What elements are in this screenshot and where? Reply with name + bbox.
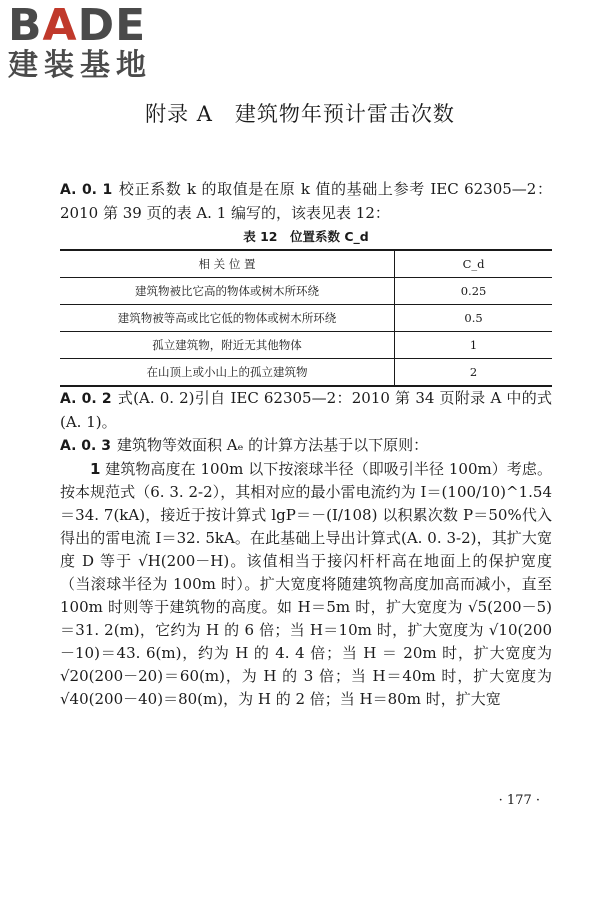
section-a03-label: A. 0. 3 (60, 438, 111, 454)
appendix-title: 附录 A 建筑物年预计雷击次数 (145, 102, 455, 126)
section-a03 (60, 434, 552, 458)
table-row (60, 278, 552, 305)
table-cell-value: 0.5 (395, 305, 552, 332)
table-caption: 表 12 位置系数 C_d (243, 229, 369, 244)
table-cell-position: 建筑物被比它高的物体或树木所环绕 (60, 278, 395, 305)
table-row (60, 305, 552, 332)
table-cell-position: 建筑物被等高或比它低的物体或树木所环绕 (60, 305, 395, 332)
table-header-cd: C_d (395, 250, 552, 278)
table-header-position: 相 关 位 置 (60, 250, 395, 278)
section-a01-label: A. 0. 1 (60, 182, 113, 198)
page-number: · 177 · (498, 793, 540, 808)
table-cell-value: 1 (395, 332, 552, 359)
bade-logo (8, 0, 178, 84)
table-header-row (60, 250, 552, 278)
logo-latin-text: BADE (8, 0, 147, 51)
table-cell-position: 在山顶上或小山上的孤立建筑物 (60, 359, 395, 387)
table-cell-value: 0.25 (395, 278, 552, 305)
document-body (60, 178, 552, 711)
table-cell-position: 孤立建筑物，附近无其他物体 (60, 332, 395, 359)
logo-chinese-text: 建装基地 (8, 48, 152, 83)
table-row (60, 332, 552, 359)
principle-1-number: 1 (90, 460, 101, 478)
position-factor-table (60, 249, 552, 387)
table-cell-value: 2 (395, 359, 552, 387)
section-a03-text: 建筑物等效面积 Aₑ 的计算方法基于以下原则： (116, 436, 429, 454)
section-a01-text: 校正系数 k 的取值是在原 k 值的基础上参考 IEC 62305—2：2010 第 39 页的表 A. 1 编写的，该表见表 12： (60, 180, 553, 222)
section-a02-text: 式(A. 0. 2)引自 IEC 62305—2：2010 第 34 页附录 A 中的式(A. 1)。 (60, 389, 553, 431)
table-row (60, 359, 552, 387)
principle-1-paragraph (60, 458, 552, 711)
section-a02 (60, 387, 552, 434)
section-a01 (60, 178, 552, 225)
section-a02-label: A. 0. 2 (60, 391, 112, 407)
principle-1-text: 建筑物高度在 100m 以下按滚球半径（即吸引半径 100m）考虑。按本规范式（6. 3. 2-2），其相对应的最小雷电流约为 I＝(100/10)^1.54＝34. 7(kA)，接近于按计算式 lgP＝－(I/108) 以积累次数 P＝50%代入得出的雷电流 I＝32. 5kA。在此基础上导出计算式(A. 0. 3-2)，其扩大宽度 D 等于 √H(200－H)。该值相当于接闪杆杆高在地面上的保护宽度（当滚球半径为 100m 时）。扩大宽度将随建筑物高度加高而减小，直至 100m 时则等于建筑物的高度。如 H＝5m 时，扩大宽度为 √5(200－5)＝31. 2(m)，它约为 H 的 6 倍；当 H＝10m 时，扩大宽度为 √10(200－10)＝43. 6(m)，约为 H 的 4. 4 倍；当 H ＝ 20m 时，扩大宽度为 √20(200－20)＝60(m)，为 H 的 3 倍；当 H＝40m 时，扩大宽度为 √40(200－40)＝80(m)，为 H 的 2 倍；当 H＝80m 时，扩大宽 (60, 460, 552, 708)
